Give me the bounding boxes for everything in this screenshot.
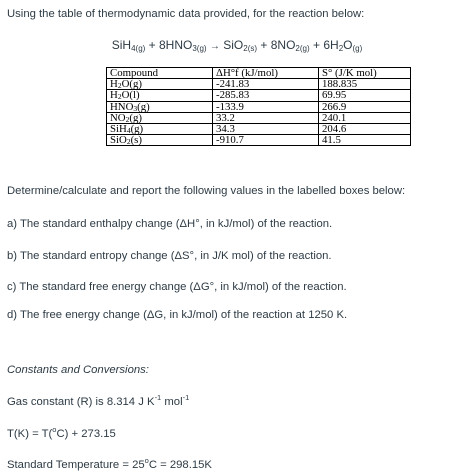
temperature-conversion-text: T(K) = T($^o$C) + 273.15 <box>7 425 116 440</box>
compound-cell: SiH$_4$(g) <box>107 124 213 135</box>
product-silica: SiO <box>223 38 244 52</box>
question-d: d) The free energy change (ΔG, in kJ/mol) of the reaction at 1250 K. <box>7 309 348 321</box>
entropy-cell: 266.9 <box>319 101 411 112</box>
instruction-text: Determine/calculate and report the following values in the labelled boxes below: <box>7 185 406 197</box>
compound-cell: $HNO_3(g)$ <box>107 101 213 112</box>
thermodynamic-data-table <box>106 67 411 146</box>
header-enthalpy: ΔH°f (kJ/mol) <box>213 68 319 79</box>
reaction-arrow: → <box>209 41 220 52</box>
constants-heading: Constants and Conversions: <box>7 364 149 376</box>
entropy-cell: 204.6 <box>319 124 411 135</box>
entropy-cell: 41.5 <box>319 135 411 146</box>
entropy-cell: 240.1 <box>319 112 411 123</box>
table-row <box>107 79 411 90</box>
enthalpy-cell: -241.83 <box>213 79 319 90</box>
question-c: c) The standard free energy change (ΔG°, in kJ/mol) of the reaction. <box>7 281 347 293</box>
table-row <box>107 101 411 112</box>
entropy-cell: 188.835 <box>319 79 411 90</box>
header-compound: Compound <box>107 68 213 79</box>
enthalpy-cell: -133.9 <box>213 101 319 112</box>
reactant-silane: SiH <box>111 38 132 52</box>
intro-text: Using the table of thermodynamic data provided, for the reaction below: <box>7 8 365 20</box>
question-b: b) The standard entropy change (ΔS°, in J/K mol) of the reaction. <box>7 250 332 262</box>
enthalpy-cell: 34.3 <box>213 124 319 135</box>
standard-temperature-text: Standard Temperature = $25^oC = 298.15K$ <box>7 456 212 471</box>
entropy-cell: 69.95 <box>319 90 411 101</box>
compound-cell: $NO_2(g)$ <box>107 112 213 123</box>
header-entropy: S° (J/K mol) <box>319 68 411 79</box>
reaction-equation: $SiH_{4(g)} + 8HNO_{3(g)} \to SiO_{2(s)} + 8NO_{2(g)} + 6H_2O_{(g)}$ <box>111 38 363 53</box>
product-nitrogen-dioxide: + 8NO <box>260 38 296 52</box>
table-row <box>107 90 411 101</box>
table-row <box>107 112 411 123</box>
reactant-nitric-acid: + 8HNO <box>148 38 193 52</box>
enthalpy-cell: 33.2 <box>213 112 319 123</box>
gas-constant-text: Gas constant (R) is 8.314 J $K^{-1}$ mol$^{-1}$ <box>7 393 190 408</box>
enthalpy-cell: -285.83 <box>213 90 319 101</box>
compound-cell: $H_2O(l)$ <box>107 90 213 101</box>
enthalpy-cell: -910.7 <box>213 135 319 146</box>
table-header-row <box>107 68 411 79</box>
table-row <box>107 124 411 135</box>
compound-cell: $H_2O(g)$ <box>107 79 213 90</box>
table-row <box>107 135 411 146</box>
question-a: a) The standard enthalpy change (ΔH°, in kJ/mol) of the reaction. <box>7 218 333 230</box>
compound-cell: SiO$_2$(s) <box>107 135 213 146</box>
product-water: + 6H <box>313 38 339 52</box>
